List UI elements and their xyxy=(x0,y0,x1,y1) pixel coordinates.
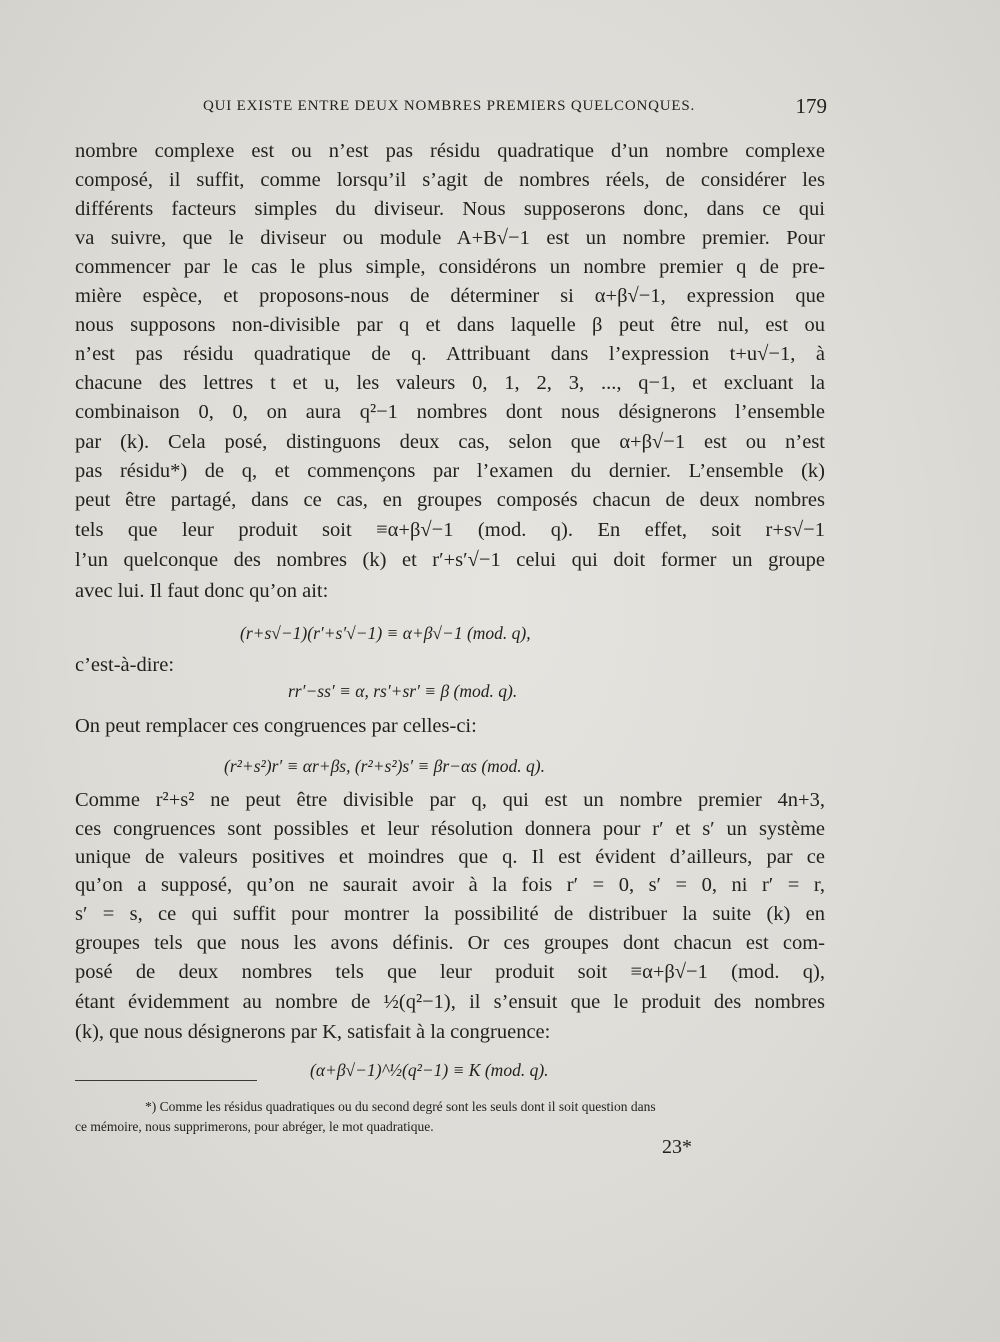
text-cest-a-dire: c’est-à-dire: xyxy=(75,654,175,676)
text-line: va suivre, que le diviseur ou module A+B√−1 est un nombre premier. Pour xyxy=(75,227,825,249)
text-line: étant évidemment au nombre de ½(q²−1), il s’ensuit que le produit des nombres xyxy=(75,991,825,1013)
text-line: combinaison 0, 0, on aura q²−1 nombres dont nous désignerons l’ensemble xyxy=(75,401,825,423)
formula-congruences: (r²+s²)r′ ≡ αr+βs, (r²+s²)s′ ≡ βr−αs (mod. q). xyxy=(224,756,546,776)
text-line: commencer par le cas le plus simple, considérons un nombre premier q de pre- xyxy=(75,256,825,278)
text-line: l’un quelconque des nombres (k) et r′+s′√−1 celui qui doit former un groupe xyxy=(75,549,825,571)
signature-mark: 23* xyxy=(662,1136,692,1158)
text-line: différents facteurs simples du diviseur. Nous supposerons donc, dans ce qui xyxy=(75,198,825,220)
text-line: pas résidu*) de q, et commençons par l’examen du dernier. L’ensemble (k) xyxy=(75,460,825,482)
text-line: ces congruences sont possibles et leur résolution donnera pour r′ et s′ un système xyxy=(75,818,825,840)
footnote-line: ce mémoire, nous supprimerons, pour abréger, le mot quadratique. xyxy=(75,1119,434,1134)
text-line: mière espèce, et proposons-nous de déterminer si α+β√−1, expression que xyxy=(75,285,825,307)
text-line: unique de valeurs positives et moindres que q. Il est évident d’ailleurs, par ce xyxy=(75,846,825,868)
text-line: avec lui. Il faut donc qu’on ait: xyxy=(75,580,329,602)
text-line: posé de deux nombres tels que leur produit soit ≡α+β√−1 (mod. q), xyxy=(75,961,825,983)
text-line: peut être partagé, dans ce cas, en groupes composés chacun de deux nombres xyxy=(75,489,825,511)
footnote-rule xyxy=(75,1080,257,1081)
text-line: s′ = s, ce qui suffit pour montrer la possibilité de distribuer la suite (k) en xyxy=(75,903,825,925)
text-line: groupes tels que nous les avons définis. Or ces groupes dont chacun est com- xyxy=(75,932,825,954)
formula-components: rr′−ss′ ≡ α, rs′+sr′ ≡ β (mod. q). xyxy=(288,681,518,701)
running-title: QUI EXISTE ENTRE DEUX NOMBRES PREMIERS QUELCONQUES. xyxy=(203,98,696,114)
text-line: Comme r²+s² ne peut être divisible par q, qui est un nombre premier 4n+3, xyxy=(75,789,825,811)
text-line: nombre complexe est ou n’est pas résidu quadratique d’un nombre complexe xyxy=(75,140,825,162)
formula-power-congruence: (α+β√−1)^½(q²−1) ≡ K (mod. q). xyxy=(310,1060,549,1080)
page-number: 179 xyxy=(795,94,827,118)
text-line: nous supposons non-divisible par q et dans laquelle β peut être nul, est ou xyxy=(75,314,825,336)
text-line: On peut remplacer ces congruences par celles-ci: xyxy=(75,715,477,737)
text-line: composé, il suffit, comme lorsqu’il s’agit de nombres réels, de considérer les xyxy=(75,169,825,191)
footnote-line: *) Comme les résidus quadratiques ou du second degré sont les seuls dont il soit question dans xyxy=(145,1099,656,1114)
text-line: par (k). Cela posé, distinguons deux cas, selon que α+β√−1 est ou n’est xyxy=(75,431,825,453)
formula-product: (r+s√−1)(r′+s′√−1) ≡ α+β√−1 (mod. q), xyxy=(240,623,531,643)
text-line: (k), que nous désignerons par K, satisfait à la congruence: xyxy=(75,1021,551,1043)
text-line: qu’on a supposé, qu’on ne saurait avoir à la fois r′ = 0, s′ = 0, ni r′ = r, xyxy=(75,874,825,896)
text-line: n’est pas résidu quadratique de q. Attribuant dans l’expression t+u√−1, à xyxy=(75,343,825,365)
page-header xyxy=(75,94,827,124)
text-line: chacune des lettres t et u, les valeurs 0, 1, 2, 3, ..., q−1, et excluant la xyxy=(75,372,825,394)
text-line: tels que leur produit soit ≡α+β√−1 (mod. q). En effet, soit r+s√−1 xyxy=(75,519,825,541)
